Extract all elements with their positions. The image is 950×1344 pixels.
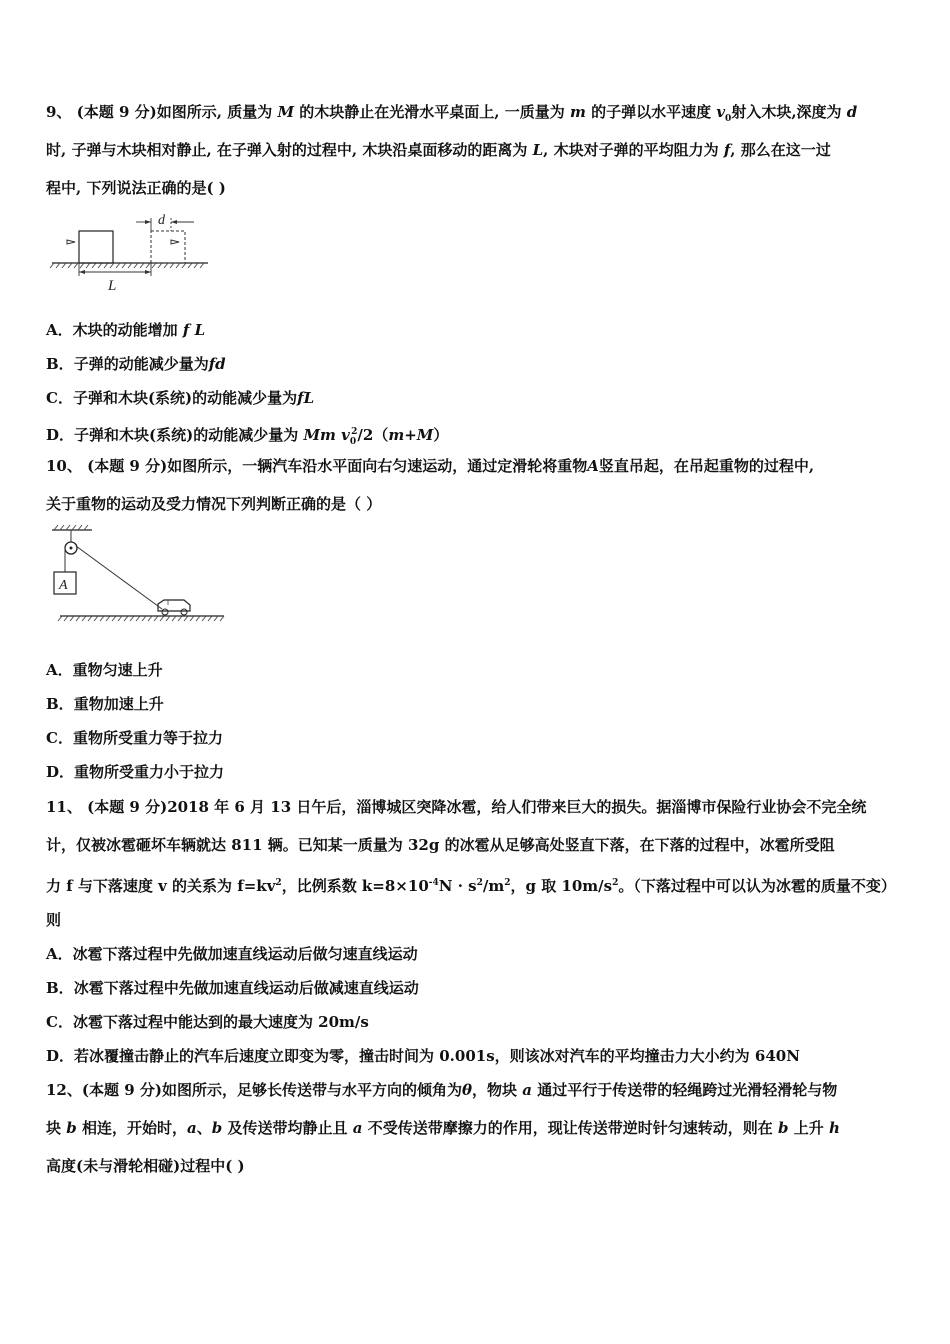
q10-line-2: 关于重物的运动及受力情况下列判断正确的是（ ） bbox=[46, 495, 382, 513]
q12-line-1: 12、(本题 9 分)如图所示，足够长传送带与水平方向的倾角为θ，物块 a 通过平行于传送带的轻绳跨过光滑轻滑轮与物 bbox=[46, 1081, 838, 1099]
q11-line-2: 计，仅被冰雹砸坏车辆就达 811 辆。已知某一质量为 32g 的冰雹从足够高处竖直下落，在下落的过程中，冰雹所受阻 bbox=[46, 836, 835, 854]
q10-number: 10、 bbox=[46, 457, 82, 475]
q9-option-c: C．子弹和木块(系统)的动能减少量为fL bbox=[46, 389, 315, 407]
q10-score: (本题 9 分) bbox=[87, 457, 168, 475]
q11-line-3: 力 f 与下落速度 v 的关系为 $f=kv^2$，比例系数 $k=8\times 10^{-4}N \cdot s^2/m^2$，g 取 $10m/s^2$。（下落过程中可以认为冰雹的质量不变） bbox=[46, 877, 896, 895]
q11-score: (本题 9 分) bbox=[87, 798, 168, 816]
q10-option-a: A．重物匀速上升 bbox=[46, 661, 163, 679]
q10-line-1: 10、 (本题 9 分)如图所示，一辆汽车沿水平面向右匀速运动，通过定滑轮将重物A竖直吊起，在吊起重物的过程中, bbox=[46, 457, 815, 475]
label-L: L bbox=[108, 278, 117, 294]
q12-score: (本题 9 分) bbox=[81, 1081, 162, 1099]
wood-block-final bbox=[151, 231, 185, 263]
wood-block bbox=[79, 231, 113, 263]
q11-option-c: C．冰雹下落过程中能达到的最大速度为 20m/s bbox=[46, 1013, 369, 1031]
q12-line-2: 块 b 相连，开始时，a、b 及传送带均静止且 a 不受传送带摩擦力的作用，现让传送带逆时针匀速转动，则在 b 上升 h bbox=[46, 1119, 840, 1137]
label-A: A bbox=[59, 578, 68, 593]
q10-option-b: B．重物加速上升 bbox=[46, 695, 164, 713]
q11-option-a: A．冰雹下落过程中先做加速直线运动后做匀速直线运动 bbox=[46, 945, 418, 963]
q9-option-a: A．木块的动能增加 f L bbox=[46, 321, 206, 339]
q10-option-d: D．重物所受重力小于拉力 bbox=[46, 763, 225, 781]
q9-line-1: 9、 (本题 9 分)如图所示, 质量为 M 的木块静止在光滑水平桌面上, 一质量为 m 的子弹以水平速度 $v_0$射入木块,深度为 d bbox=[46, 103, 858, 124]
bullet-final-icon bbox=[171, 240, 179, 244]
q9-line-3: 程中, 下列说法正确的是( ) bbox=[46, 179, 226, 197]
q9-option-d: D．子弹和木块(系统)的动能减少量为 Mm $v_0^2/2(m+M)$ bbox=[46, 426, 449, 447]
q9-option-b: B．子弹的动能减少量为fd bbox=[46, 355, 226, 373]
bullet-icon bbox=[67, 240, 75, 244]
q11-line-4: 则 bbox=[46, 911, 62, 929]
q9-block-bullet-figure bbox=[48, 210, 213, 296]
q11-line-1: 11、 (本题 9 分)2018 年 6 月 13 日午后，淄博城区突降冰雹，给人们带来巨大的损失。据淄博市保险行业协会不完全统 bbox=[46, 798, 867, 816]
q9-number: 9、 bbox=[46, 103, 72, 121]
q12-number: 12、 bbox=[46, 1081, 82, 1099]
q11-option-d: D．若冰覆撞击静止的汽车后速度立即变为零，撞击时间为 0.001s，则该冰对汽车的平均撞击力大小约为 640N bbox=[46, 1047, 800, 1065]
q11-option-b: B．冰雹下落过程中先做加速直线运动后做减速直线运动 bbox=[46, 979, 419, 997]
q11-number: 11、 bbox=[46, 798, 82, 816]
q12-line-3: 高度(未与滑轮相碰)过程中( ) bbox=[46, 1157, 245, 1175]
q9-line-2: 时, 子弹与木块相对静止, 在子弹入射的过程中, 木块沿桌面移动的距离为 L, 木块对子弹的平均阻力为 f, 那么在这一过 bbox=[46, 141, 831, 159]
q10-option-c: C．重物所受重力等于拉力 bbox=[46, 729, 223, 747]
q10-pulley-car-figure bbox=[46, 524, 228, 628]
label-d: d bbox=[158, 213, 165, 228]
q9-score: (本题 9 分) bbox=[76, 103, 157, 121]
